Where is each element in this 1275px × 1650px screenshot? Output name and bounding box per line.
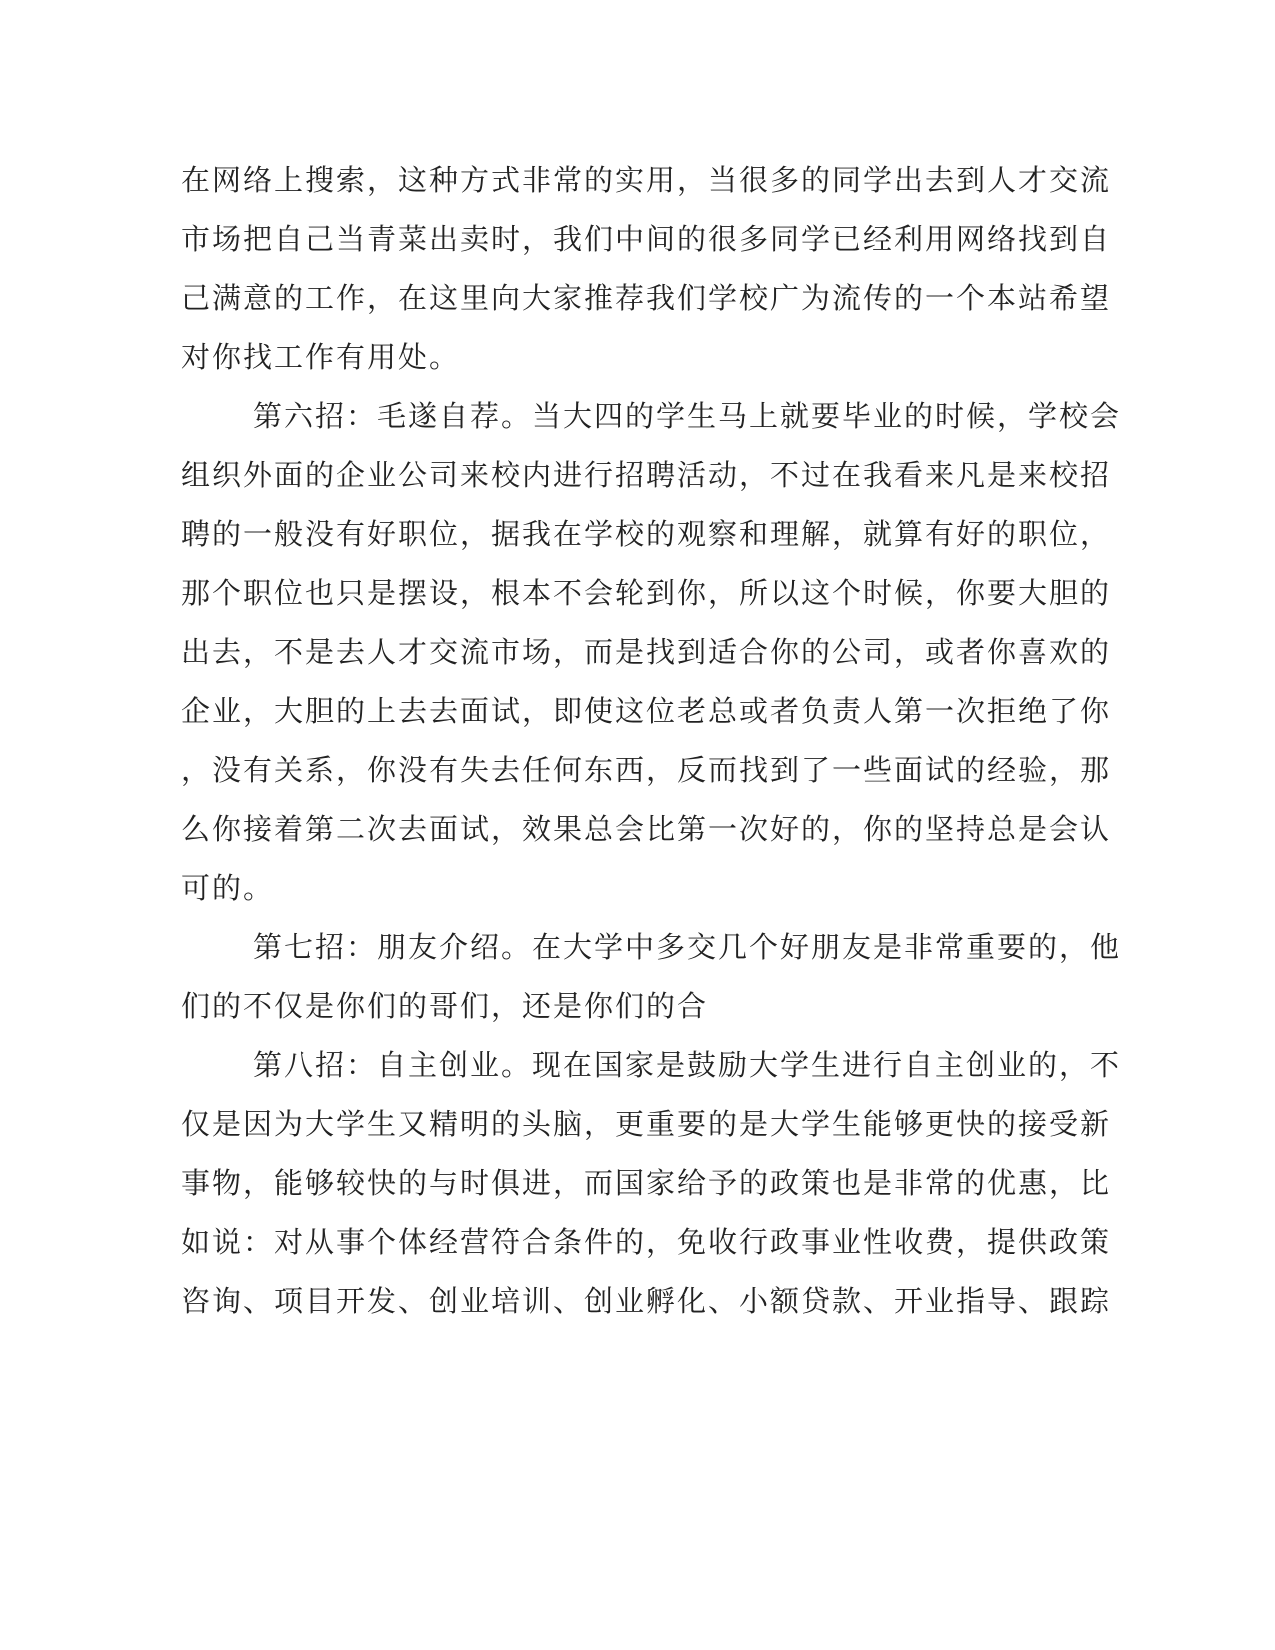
text-line: 己满意的工作，在这里向大家推荐我们学校广为流传的一个本站希望	[181, 281, 1112, 315]
paragraph-entrepreneurship	[181, 1036, 1122, 1331]
text-line: 对你找工作有用处。	[181, 340, 461, 374]
text-line: 么你接着第二次去面试，效果总会比第一次好的，你的坚持总是会认	[181, 812, 1112, 846]
text-line: 可的。	[181, 871, 275, 905]
text-line: 出去，不是去人才交流市场，而是找到适合你的公司，或者你喜欢的	[181, 635, 1112, 669]
text-line: 咨询、项目开发、创业培训、创业孵化、小额贷款、开业指导、跟踪	[181, 1284, 1112, 1318]
text-line: 第六招：毛遂自荐。当大四的学生马上就要毕业的时候，学校会	[253, 399, 1122, 433]
text-line: 事物，能够较快的与时俱进，而国家给予的政策也是非常的优惠，比	[181, 1166, 1112, 1200]
paragraph-online-search	[181, 151, 1112, 387]
text-line: 们的不仅是你们的哥们，还是你们的合	[181, 989, 709, 1023]
text-line: 第七招：朋友介绍。在大学中多交几个好朋友是非常重要的，他	[253, 930, 1122, 964]
paragraph-self-recommendation	[181, 387, 1122, 918]
text-line: 市场把自己当青菜出卖时，我们中间的很多同学已经利用网络找到自	[181, 222, 1112, 256]
text-line: 聘的一般没有好职位，据我在学校的观察和理解，就算有好的职位，	[181, 517, 1112, 551]
text-line: ，没有关系，你没有失去任何东西，反而找到了一些面试的经验，那	[181, 753, 1112, 787]
document-body	[181, 151, 1122, 1331]
text-line: 在网络上搜索，这种方式非常的实用，当很多的同学出去到人才交流	[181, 163, 1112, 197]
text-line: 第八招：自主创业。现在国家是鼓励大学生进行自主创业的，不	[253, 1048, 1122, 1082]
text-line: 仅是因为大学生又精明的头脑，更重要的是大学生能够更快的接受新	[181, 1107, 1112, 1141]
text-line: 如说：对从事个体经营符合条件的，免收行政事业性收费，提供政策	[181, 1225, 1112, 1259]
text-line: 那个职位也只是摆设，根本不会轮到你，所以这个时候，你要大胆的	[181, 576, 1112, 610]
text-line: 企业，大胆的上去去面试，即使这位老总或者负责人第一次拒绝了你	[181, 694, 1112, 728]
text-line: 组织外面的企业公司来校内进行招聘活动，不过在我看来凡是来校招	[181, 458, 1112, 492]
paragraph-friend-referral	[181, 918, 1122, 1036]
